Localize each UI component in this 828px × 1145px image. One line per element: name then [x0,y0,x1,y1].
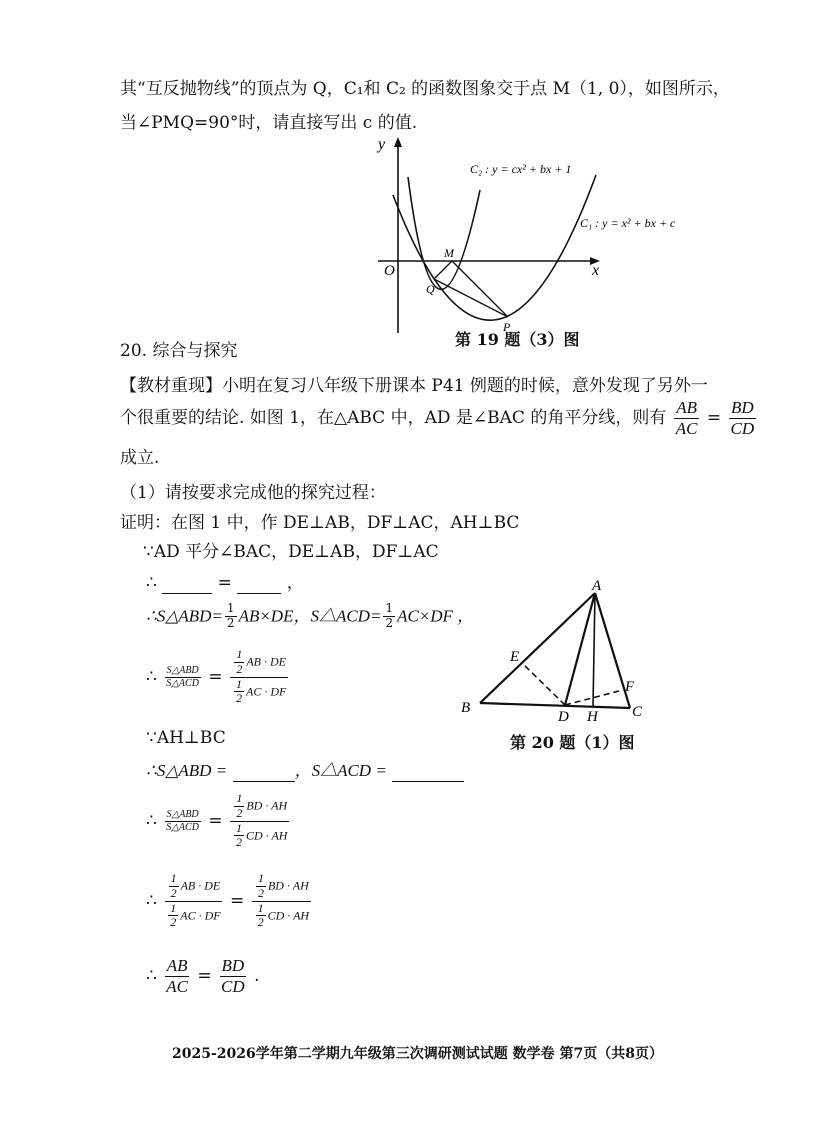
area-abd: S△ABD [166,665,199,677]
fraction-denominator: AC [166,976,188,996]
denominator-half-cd-ah [252,902,311,931]
half-denominator: 2 [226,615,235,630]
half-denominator: 2 [236,805,243,820]
half-fraction [256,902,266,931]
y-axis-label: y [378,136,386,153]
fraction-numerator: BD [221,956,245,975]
half-product-ratio [252,872,311,930]
therefore-symbol: ∴ [146,573,157,593]
bd-ah-product: BD · AH [267,878,309,893]
area-abd-product: AB×DE，S△ACD= [238,606,382,626]
c2-equation-label: C₂ : y = cx² + bx + 1 [470,162,572,176]
answer-blank-4[interactable] [392,765,464,782]
fraction-numerator: AB [166,956,188,975]
denominator-half-ac-df [164,902,222,931]
therefore-symbol: ∴ [146,966,157,986]
half-fraction [234,678,244,707]
half-numerator: 1 [236,647,243,661]
area-abd-equals: ∴S△ABD = [146,761,228,780]
page-footer: 2025-2026学年第二学期九年级第三次调研测试试题 数学卷 第7页（共8页） [172,1046,663,1062]
figure-20-triangle [455,578,675,728]
c1-equation-label: C₁ : y = x² + bx + c [580,216,676,230]
half-product-ratio [230,648,288,706]
answer-blank-2[interactable] [237,577,281,594]
fraction-denominator: CD [730,418,755,438]
half-denominator: 2 [170,915,177,930]
area-abd-text: ∴S△ABD= [146,606,223,626]
bisector-ad [565,593,595,705]
numerator-half-bd-ah [252,872,311,902]
proof-area-formulas [146,602,474,631]
equals-sign: = [208,667,223,688]
area-acd: S△ACD [166,821,199,833]
area-acd-product: AC×DF ， [397,606,475,626]
half-denominator: 2 [236,691,242,706]
q20-intro-line3: 成立. [120,448,160,468]
figure-19-caption: 第 19 题（3）图 [455,330,580,349]
therefore-symbol: ∴ [146,891,157,912]
half-numerator: 1 [236,676,242,691]
point-h-label: H [587,709,598,725]
equals-sign: = [208,811,223,832]
q20-intro-line1: 【教材重现】小明在复习八年级下册课本 P41 例题的时候，意外发现了另外一 [120,376,708,396]
equals-sign: = [217,573,232,593]
fraction-denominator: CD [221,976,245,996]
point-p-label: P [503,320,511,334]
half-denominator: 2 [257,885,264,900]
area-abd: S△ABD [166,809,199,821]
numerator-half-bd-ah [230,792,289,822]
figure-20-caption: 第 20 题（1）图 [510,733,635,752]
area-acd: S△ACD [166,677,199,689]
numerator-half-ab-de [165,872,223,902]
denominator-half-cd-ah [230,822,289,851]
segment-mq [434,261,452,279]
half-denominator: 2 [385,615,394,630]
curve-c2 [408,177,480,289]
segment-qp [434,279,508,317]
answer-blank-3[interactable] [233,765,295,782]
ab-de-product: AB · DE [246,654,286,669]
altitude-ah [593,593,595,706]
ac-df-product: AC · DF [180,907,221,922]
perpendicular-de [522,663,565,705]
q20-heading: 20. 综合与探究 [120,341,238,361]
vertex-a-label: A [592,578,602,594]
half-numerator: 1 [257,900,264,915]
comma: ， [286,573,304,593]
q20-intro-line2 [120,398,758,438]
half-numerator: 1 [226,601,235,615]
area-ratio-fraction [164,665,201,689]
proof-setup: 证明：在图 1 中，作 DE⊥AB，DF⊥AC，AH⊥BC [120,513,520,533]
y-axis-arrow [394,137,402,147]
q20-part1-prompt: （1）请按要求完成他的探究过程： [120,483,386,503]
half-fraction [234,792,244,821]
numerator-half-ab-de [230,648,288,678]
fraction-bd-over-cd [219,956,247,996]
area-acd-equals: ，S△ACD = [294,761,387,780]
proof-blank-line1 [146,572,304,594]
q19-line1: 其“互反抛物线”的顶点为 Q，C₁和 C₂ 的函数图象交于点 M（1, 0），如图所示， [120,79,730,99]
equals-sign: = [706,408,722,428]
half-numerator: 1 [236,820,242,835]
proof-conclusion [146,956,259,996]
therefore-symbol: ∴ [146,667,157,688]
origin-label: O [384,263,395,279]
therefore-symbol: ∴ [146,811,157,832]
half-denominator: 2 [236,661,243,676]
half-product-ratio [230,792,289,850]
fraction-ab-over-ac [164,956,190,996]
side-ab [480,593,595,703]
area-ratio-fraction [164,809,201,833]
point-q-label: Q [426,282,435,296]
point-f-label: F [625,679,635,695]
half-fraction [234,822,244,851]
fraction-numerator: BD [731,398,754,417]
figure-19-parabolas [368,135,698,335]
answer-blank-1[interactable] [162,577,212,594]
vertex-c-label: C [632,704,643,720]
fraction-denominator: AC [675,418,698,438]
half-fraction [383,602,395,631]
fraction-numerator: AB [676,398,697,417]
cd-ah-product: CD · AH [246,827,288,842]
ab-de-product: AB · DE [180,878,221,893]
proof-area-ratio-2 [146,792,291,850]
period: . [254,966,260,986]
proof-equal-ratios [146,872,313,930]
half-numerator: 1 [170,900,177,915]
perpendicular-df [565,691,619,705]
vertex-b-label: B [461,700,471,716]
fraction-ab-over-ac [674,398,700,438]
half-product-ratio [164,872,222,930]
proof-because-altitude: ∵AH⊥BC [146,728,226,748]
half-fraction [225,602,237,631]
curve-c1 [393,175,596,320]
proof-area-ratio-1 [146,648,290,706]
half-denominator: 2 [236,835,242,850]
half-fraction [234,648,244,677]
point-e-label: E [510,649,520,665]
proof-because-bisector: ∵AD 平分∠BAC，DE⊥AB，DF⊥AC [143,542,439,562]
proof-blank-line2 [146,760,464,782]
point-d-label: D [558,709,569,725]
half-fraction [256,872,266,901]
q20-intro-line2-text: 个很重要的结论. 如图 1，在△ABC 中，AD 是∠BAC 的角平分线，则有 [120,408,667,428]
equals-sign: = [197,966,212,986]
half-numerator: 1 [257,871,264,885]
fraction-bd-over-cd [729,398,757,438]
ac-df-product: AC · DF [246,683,287,698]
half-fraction [169,872,179,901]
half-numerator: 1 [236,791,243,805]
half-numerator: 1 [170,871,177,885]
half-fraction [168,902,178,931]
half-numerator: 1 [385,601,394,615]
bd-ah-product: BD · AH [246,798,288,813]
equals-sign: = [229,891,245,912]
cd-ah-product: CD · AH [267,907,310,922]
point-m-label: M [444,246,454,260]
half-denominator: 2 [170,885,177,900]
x-axis-label: x [592,262,600,279]
side-bc [480,703,630,708]
q19-line2: 当∠PMQ=90°时，请直接写出 c 的值. [120,113,418,133]
half-denominator: 2 [257,915,264,930]
denominator-half-ac-df [230,678,288,707]
